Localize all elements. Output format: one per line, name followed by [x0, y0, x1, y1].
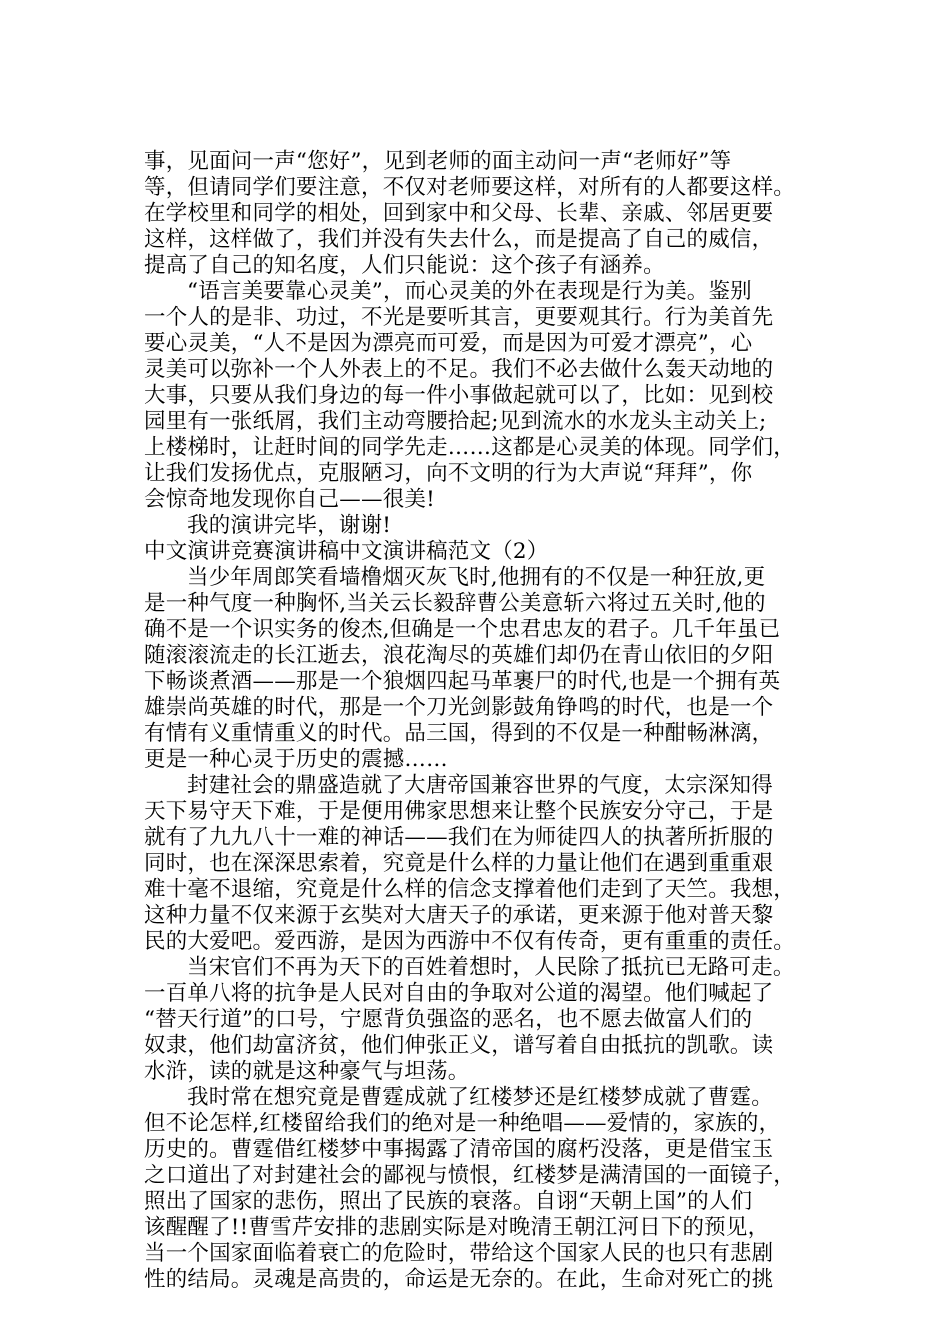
text-line: 一个人的是非、功过，不光是要听其言，更要观其行。行为美首先 [144, 305, 774, 330]
text-line: 照出了国家的悲伤，照出了民族的衰落。自诩“天朝上国”的人们 [144, 1189, 753, 1214]
paragraph-first-line: 我时常在想究竟是曹霆成就了红楼梦还是红楼梦成就了曹霆。 [187, 1085, 773, 1110]
text-line: 水浒，读的就是这种豪气与坦荡。 [144, 1059, 470, 1084]
text-line: 但不论怎样,红楼留给我们的绝对是一种绝唱——爱情的，家族的， [144, 1111, 781, 1136]
text-line: 让我们发扬优点，克服陋习，向不文明的行为大声说“拜拜”，你 [144, 461, 753, 486]
text-line: 更是一种心灵于历史的震撼…… [144, 747, 448, 772]
text-line: 难十毫不退缩，究竟是什么样的信念支撑着他们走到了天竺。我想， [144, 877, 796, 902]
paragraph-first-line: 我的演讲完毕，谢谢! [187, 513, 392, 538]
paragraph-first-line: 当宋官们不再为天下的百姓着想时，人民除了抵抗已无路可走。 [187, 955, 795, 980]
paragraph-first-line: 当少年周郎笑看墙橹烟灭灰飞时,他拥有的不仅是一种狂放,更 [187, 565, 766, 590]
text-line: 是一种气度一种胸怀,当关云长毅辞曹公美意斩六将过五关时,他的 [144, 591, 766, 616]
text-line: 事，见面问一声“您好”，见到老师的面主动问一声“老师好”等 [144, 149, 732, 174]
text-line: 在学校里和同学的相处，回到家中和父母、长辈、亲戚、邻居更要 [144, 201, 774, 226]
text-line: 雄崇尚英雄的时代，那是一个刀光剑影鼓角铮鸣的时代，也是一个 [144, 695, 774, 720]
text-line: 同时，也在深深思索着，究竟是什么样的力量让他们在遇到重重艰 [144, 851, 774, 876]
text-line: 历史的。曹霆借红楼梦中事揭露了清帝国的腐朽没落，更是借宝玉 [144, 1137, 774, 1162]
text-line: 该醒醒了!!曹雪芹安排的悲剧实际是对晚清王朝江河日下的预见， [144, 1215, 770, 1240]
text-line: 会惊奇地发现你自己——很美! [144, 487, 435, 512]
section-title: 中文演讲竞赛演讲稿中文演讲稿范文（2） [144, 539, 549, 564]
text-line: 这样，这样做了，我们并没有失去什么，而是提高了自己的威信， [144, 227, 774, 252]
text-line: 灵美可以弥补一个人外表上的不足。我们不必去做什么轰天动地的 [144, 357, 774, 382]
text-line: 就有了九九八十一难的神话——我们在为师徒四人的执著所折服的 [144, 825, 774, 850]
text-line: 随滚滚流走的长江逝去，浪花淘尽的英雄们却仍在青山依旧的夕阳 [144, 643, 774, 668]
text-line: 天下易守天下难，于是便用佛家思想来让整个民族安分守己，于是 [144, 799, 774, 824]
text-line: 有情有义重情重义的时代。品三国，得到的不仅是一种酣畅淋漓， [144, 721, 774, 746]
text-line: 大事，只要从我们身边的每一件小事做起就可以了，比如：见到校 [144, 383, 774, 408]
document-page [144, 149, 812, 1293]
text-line: 之口道出了对封建社会的鄙视与愤恨，红楼梦是满清国的一面镜子， [144, 1163, 796, 1188]
text-line: 上楼梯时，让赶时间的同学先走……这都是心灵美的体现。同学们， [144, 435, 796, 460]
text-line: “替天行道”的口号，宁愿背负强盗的恶名，也不愿去做富人们的 [144, 1007, 753, 1032]
paragraph-first-line: “语言美要靠心灵美”，而心灵美的外在表现是行为美。鉴别 [187, 279, 752, 304]
text-line: 这种力量不仅来源于玄奘对大唐天子的承诺，更来源于他对普天黎 [144, 903, 774, 928]
text-line: 性的结局。灵魂是高贵的，命运是无奈的。在此，生命对死亡的挑 [144, 1267, 774, 1292]
text-line: 要心灵美，“人不是因为漂亮而可爱，而是因为可爱才漂亮”，心 [144, 331, 753, 356]
text-line: 下畅谈煮酒——那是一个狼烟四起马革裹尸的时代,也是一个拥有英 [144, 669, 781, 694]
text-line: 当一个国家面临着衰亡的危险时，带给这个国家人民的也只有悲剧 [144, 1241, 774, 1266]
text-line: 园里有一张纸屑，我们主动弯腰拾起;见到流水的水龙头主动关上; [144, 409, 767, 434]
text-line: 提高了自己的知名度，人们只能说：这个孩子有涵养。 [144, 253, 665, 278]
text-line: 一百单八将的抗争是人民对自由的争取对公道的渴望。他们喊起了 [144, 981, 774, 1006]
text-line: 民的大爱吧。爱西游，是因为西游中不仅有传奇，更有重重的责任。 [144, 929, 796, 954]
text-line: 确不是一个识实务的俊杰,但确是一个忠君忠友的君子。几千年虽已 [144, 617, 781, 642]
text-line: 奴隶，他们劫富济贫，他们伸张正义，谱写着自由抵抗的凯歌。读 [144, 1033, 774, 1058]
paragraph-first-line: 封建社会的鼎盛造就了大唐帝国兼容世界的气度，太宗深知得 [187, 773, 773, 798]
text-line: 等，但请同学们要注意，不仅对老师要这样，对所有的人都要这样。 [144, 175, 796, 200]
